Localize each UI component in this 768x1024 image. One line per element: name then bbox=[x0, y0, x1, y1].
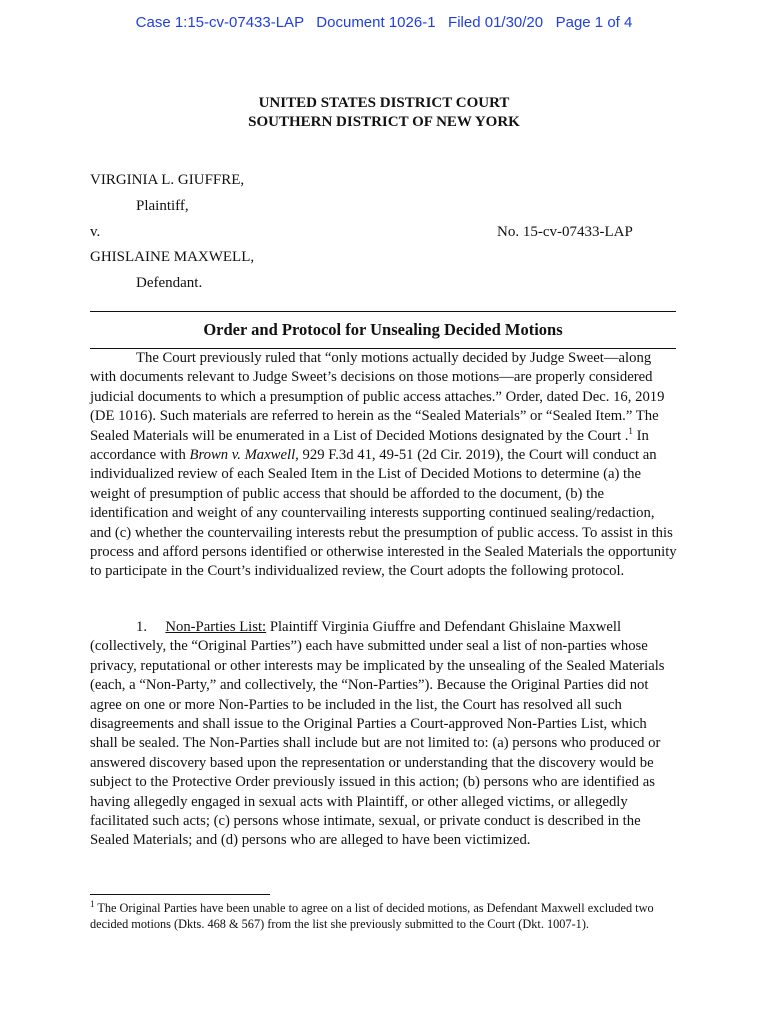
intro-paragraph bbox=[90, 349, 678, 582]
defendant-role: Defendant. bbox=[136, 275, 203, 291]
intro-text-part1: The Court previously ruled that “only motions actually decided by Judge Sweet—along with documents relevant to Judge Sweet’s decisions on those motions—are properly considered judicial documents to which a presumption of public access attaches.” Order, dated Dec. 16, 2019 (DE 1016). Such materials are referred to herein as the “Sealed Materials” or “Sealed Item.” The Sealed Materials will be enumerated in a List of Decided Motions designated by the Court . bbox=[90, 350, 665, 444]
section-1-number: 1. bbox=[136, 619, 148, 635]
intro-text-part2: In accordance with bbox=[90, 427, 649, 464]
document-title: Order and Protocol for Unsealing Decided Motions bbox=[203, 320, 563, 339]
court-heading bbox=[0, 94, 768, 132]
defendant-name: GHISLAINE MAXWELL, bbox=[90, 249, 255, 265]
court-name-line1: UNITED STATES DISTRICT COURT bbox=[258, 95, 510, 111]
versus-label: v. bbox=[90, 224, 101, 240]
footnote-text: The Original Parties have been unable to agree on a list of decided motions, as Defendant Maxwell excluded two decided motions (Dkts. 468 & 567) from the list she previously submitted to the Court (Dkt. 1007-1). bbox=[90, 901, 654, 931]
footnote-ref: 1 bbox=[628, 425, 633, 436]
ecf-header-stamp: Case 1:15-cv-07433-LAP Document 1026-1 Filed 01/30/20 Page 1 of 4 bbox=[135, 14, 633, 31]
case-citation: Brown v. Maxwell, bbox=[189, 447, 299, 464]
plaintiff-name: VIRGINIA L. GIUFFRE, bbox=[90, 172, 245, 188]
footnote bbox=[90, 900, 680, 932]
section-1-heading: Non-Parties List: bbox=[165, 619, 267, 635]
case-number: No. 15-cv-07433-LAP bbox=[497, 224, 633, 240]
plaintiff-role: Plaintiff, bbox=[136, 198, 189, 214]
section-1-paragraph bbox=[90, 618, 678, 851]
section-1-body: Plaintiff Virginia Giuffre and Defendant Ghislaine Maxwell (collectively, the “Original Parties”) each have submitted under seal a list of non-parties whose privacy, reputational or other interests may be implicated by the unsealing of the Sealed Materials (each, a “Non-Party,” and collectively, the “Non-Parties”). Because the Original Parties did not agree on one or more Non-Parties to be included in the list, the Court has resolved all such disagreements and shall issue to the Original Parties a Court-approved Non-Parties List, which shall be sealed. The Non-Parties shall include but are not limited to: (a) persons who produced or answered discovery based upon the representation or understanding that the discovery would be subject to the Protective Order previously issued in this action; (b) persons who are identified as having allegedly engaged in sexual acts with Plaintiff, or other alleged victims, or allegedly facilitated such acts; (c) persons whose intimate, sexual, or private conduct is described in the Sealed Materials; and (d) persons who are alleged to have been victimized. bbox=[90, 619, 665, 849]
court-name-line2: SOUTHERN DISTRICT OF NEW YORK bbox=[248, 114, 520, 130]
title-top-rule bbox=[90, 311, 676, 312]
intro-text-part3: 929 F.3d 41, 49-51 (2d Cir. 2019), the Court will conduct an individualized review of each Sealed Item in the List of Decided Motions to determine (a) the weight of presumption of public access that should be afforded to the document, (b) the identification and weight of any countervailing interests supporting continued sealing/redaction, and (c) whether the countervailing interests rebut the presumption of public access. To assist in this process and afford persons identified or otherwise interested in the Sealed Materials the opportunity to participate in the Court’s individualized review, the Court adopts the following protocol. bbox=[90, 447, 677, 580]
footnote-separator bbox=[90, 894, 270, 895]
footnote-marker: 1 bbox=[90, 898, 95, 909]
